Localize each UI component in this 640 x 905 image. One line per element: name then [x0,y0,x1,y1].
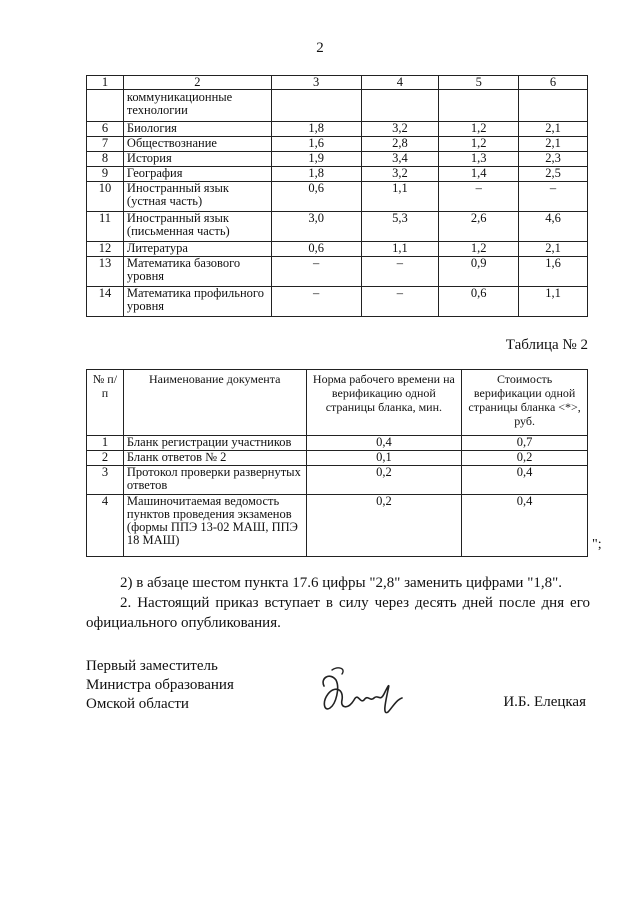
value-cell: – [361,287,439,317]
verification-table [86,369,588,557]
document-name: Бланк ответов № 2 [123,451,306,466]
table-header-row [87,76,588,90]
header-cell-cost: Стоимость верификации одной страницы бланка <*>, руб. [462,370,588,436]
header-cell: 4 [361,76,439,90]
value-cell: 4,6 [519,212,588,242]
document-name: Протокол проверки развернутых ответов [123,466,306,495]
value-cell: 2,1 [519,137,588,152]
norm-value: 0,1 [306,451,462,466]
value-cell: 1,6 [519,257,588,287]
header-cell: 1 [87,76,124,90]
row-number: 10 [87,182,124,212]
document-name: Машиночитаемая ведомость пунктов проведения экзаменов (формы ППЭ 13-02 МАШ, ППЭ 18 МАШ) [123,495,306,557]
row-number: 4 [87,495,124,557]
value-cell: 1,6 [271,137,361,152]
header-cell: 3 [271,76,361,90]
subject-cell: Математика профильного уровня [123,287,271,317]
quote-suffix: "; [592,537,602,552]
value-cell: – [271,287,361,317]
document-name: Бланк регистрации участников [123,436,306,451]
subject-cell: Математика базового уровня [123,257,271,287]
row-number: 14 [87,287,124,317]
value-cell: – [439,182,519,212]
table-row [87,152,588,167]
header-cell: 5 [439,76,519,90]
value-cell: 3,4 [361,152,439,167]
header-cell-number: № п/п [87,370,124,436]
value-cell: 1,1 [361,242,439,257]
row-number: 8 [87,152,124,167]
table-row [87,436,588,451]
value-cell: 0,9 [439,257,519,287]
signatory-name: И.Б. Елецкая [503,694,586,710]
table-row [87,212,588,242]
value-cell: 2,3 [519,152,588,167]
value-cell: – [271,257,361,287]
rates-table [86,75,588,317]
row-number: 13 [87,257,124,287]
subject-cell: Биология [123,122,271,137]
value-cell [519,90,588,122]
effective-date-paragraph: 2. Настоящий приказ вступает в силу через десять дней после дня его официального опубликования. [86,595,590,631]
signatory-title [86,657,234,714]
row-number: 2 [87,451,124,466]
value-cell: 1,4 [439,167,519,182]
value-cell: 0,6 [271,182,361,212]
norm-value: 0,2 [306,495,462,557]
value-cell: 1,2 [439,122,519,137]
value-cell: 0,6 [439,287,519,317]
value-cell: 3,0 [271,212,361,242]
table-row [87,287,588,317]
subject-cell: коммуникационные технологии [123,90,271,122]
cost-value: 0,7 [462,436,588,451]
page-number: 2 [316,40,324,56]
value-cell: 1,3 [439,152,519,167]
subject-cell: География [123,167,271,182]
value-cell: 3,2 [361,122,439,137]
value-cell: 1,1 [361,182,439,212]
subject-cell: Иностранный язык (устная часть) [123,182,271,212]
subject-cell: Иностранный язык (письменная часть) [123,212,271,242]
value-cell: 2,6 [439,212,519,242]
row-number: 12 [87,242,124,257]
subject-cell: Обществознание [123,137,271,152]
table-row [87,257,588,287]
value-cell: 3,2 [361,167,439,182]
cost-value: 0,2 [462,451,588,466]
norm-value: 0,4 [306,436,462,451]
value-cell: 1,8 [271,167,361,182]
value-cell: 1,1 [519,287,588,317]
cost-value: 0,4 [462,495,588,557]
norm-value: 0,2 [306,466,462,495]
row-number: 9 [87,167,124,182]
row-number [87,90,124,122]
header-cell: 6 [519,76,588,90]
header-cell: 2 [123,76,271,90]
row-number: 11 [87,212,124,242]
signatory-line: Омской области [86,696,189,712]
value-cell: 5,3 [361,212,439,242]
signatory-line: Первый заместитель [86,658,218,674]
value-cell: 1,2 [439,242,519,257]
value-cell: 0,6 [271,242,361,257]
row-number: 7 [87,137,124,152]
value-cell: 1,2 [439,137,519,152]
row-number: 6 [87,122,124,137]
subject-cell: Литература [123,242,271,257]
signatory-line: Министра образования [86,677,234,693]
row-number: 1 [87,436,124,451]
table-row [87,495,588,557]
value-cell: 2,5 [519,167,588,182]
table-caption: Таблица № 2 [505,337,588,353]
table-row [87,90,588,122]
table-header-row [87,370,588,436]
value-cell: – [361,257,439,287]
value-cell [271,90,361,122]
value-cell [361,90,439,122]
value-cell: 2,1 [519,122,588,137]
value-cell: 1,9 [271,152,361,167]
header-cell-name: Наименование документа [123,370,306,436]
table-row [87,137,588,152]
value-cell: – [519,182,588,212]
table-row [87,122,588,137]
amendment-paragraph: 2) в абзаце шестом пункта 17.6 цифры "2,8" заменить цифрами "1,8". [120,575,562,591]
cost-value: 0,4 [462,466,588,495]
value-cell: 2,8 [361,137,439,152]
value-cell: 1,8 [271,122,361,137]
table-row [87,451,588,466]
header-cell-norm: Норма рабочего времени на верификацию одной страницы бланка, мин. [306,370,462,436]
value-cell [439,90,519,122]
table-row [87,242,588,257]
table-row [87,182,588,212]
value-cell: 2,1 [519,242,588,257]
row-number: 3 [87,466,124,495]
table-row [87,167,588,182]
handwritten-signature [318,664,410,722]
subject-cell: История [123,152,271,167]
table-row [87,466,588,495]
